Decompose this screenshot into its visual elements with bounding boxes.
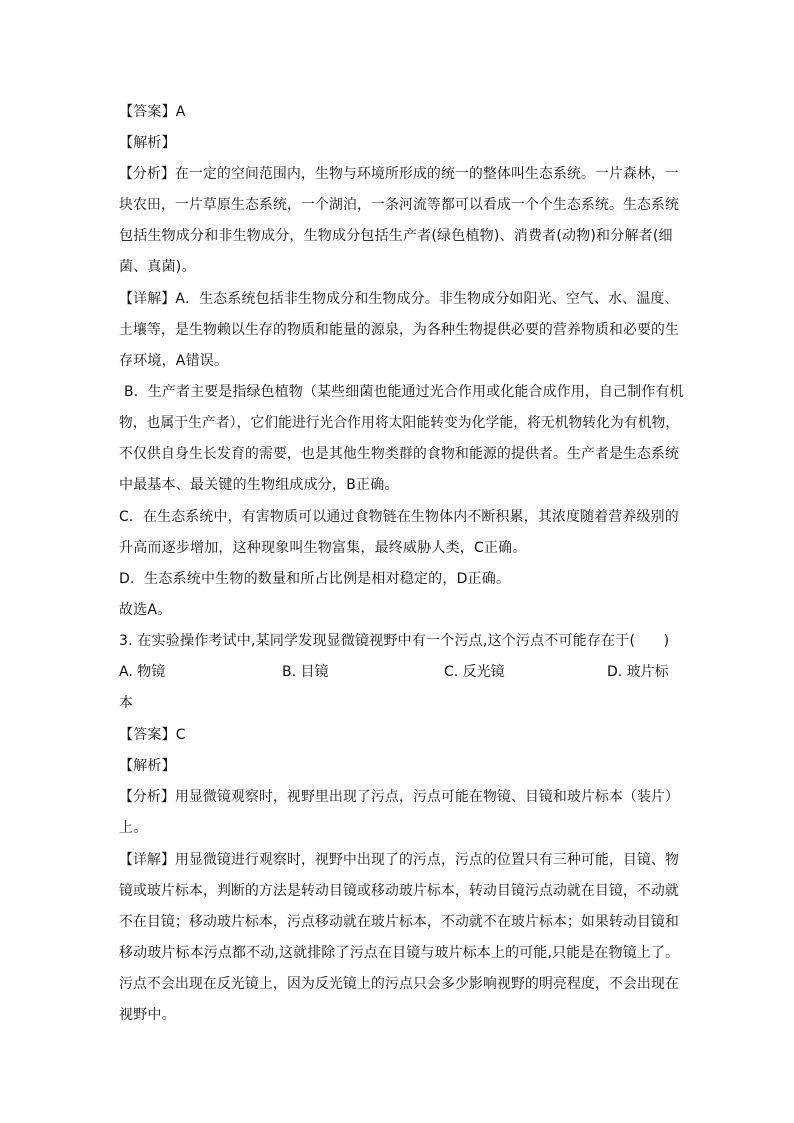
q2-fenxi-line: 包括生物成分和非生物成分，生物成分包括生产者(绿色植物)、消费者(动物)和分解者(细 xyxy=(119,228,673,244)
q3-stem: 3. 在实验操作考试中,某同学发现显微镜视野中有一个污点,这个污点不可能存在于( ) xyxy=(119,633,670,649)
q2-xiangjie-b-line: 不仅供自身生长发育的需要，也是其他生物类群的食物和能源的提供者。生产者是生态系统 xyxy=(119,446,680,462)
q3-xiangjie-line: 视野中。 xyxy=(119,1007,176,1023)
q2-conclusion: 故选A。 xyxy=(119,602,172,618)
q2-fenxi-line: 【分析】在一定的空间范围内，生物与环境所形成的统一的整体叫生态系统。一片森林，一 xyxy=(119,166,680,182)
q2-fenxi-line: 菌、真菌)。 xyxy=(119,259,196,275)
q2-xiangjie-c-line: 升高而逐步增加，这种现象叫生物富集，最终威胁人类，C正确。 xyxy=(119,540,527,556)
q3-option-a: A. 物镜 xyxy=(119,664,166,680)
q2-analysis-heading: 【解析】 xyxy=(119,135,176,151)
q3-xiangjie-line: 移动玻片标本污点都不动,这就排除了污点在目镜与玻片标本上的可能,只能是在物镜上了。 xyxy=(119,945,680,961)
q3-xiangjie-line: 镜或玻片标本，判断的方法是转动目镜或移动玻片标本，转动目镜污点动就在目镜，不动就 xyxy=(119,883,680,899)
q3-answer: 【答案】C xyxy=(119,727,186,743)
q2-answer: 【答案】A xyxy=(119,104,186,120)
q3-fenxi-line: 上。 xyxy=(119,820,148,836)
q3-option-b: B. 目镜 xyxy=(282,664,329,680)
q2-xiangjie-a-line: 存环境，A错误。 xyxy=(119,353,229,369)
q3-option-d-continued: 本 xyxy=(119,695,134,711)
q3-option-d: D. 玻片标 xyxy=(607,664,669,680)
q3-option-c: C. 反光镜 xyxy=(444,664,505,680)
q2-xiangjie-a-line: 【详解】A．生态系统包括非生物成分和生物成分。非生物成分如阳光、空气、水、温度、 xyxy=(119,291,679,307)
q2-xiangjie-d-line: D．生态系统中生物的数量和所占比例是相对稳定的，D正确。 xyxy=(119,571,511,587)
q3-analysis-heading: 【解析】 xyxy=(119,758,176,774)
q3-fenxi-line: 【分析】用显微镜观察时，视野里出现了污点，污点可能在物镜、目镜和玻片标本（装片） xyxy=(119,789,680,805)
q2-xiangjie-c-line: C．在生态系统中，有害物质可以通过食物链在生物体内不断积累，其浓度随着营养级别的 xyxy=(119,509,679,525)
q2-xiangjie-a-line: 土壤等，是生物赖以生存的物质和能量的源泉，为各种生物提供必要的营养物质和必要的生 xyxy=(119,322,680,338)
q2-xiangjie-b-line: B．生产者主要是指绿色植物（某些细菌也能通过光合作用或化能合成作用，自己制作有机 xyxy=(124,384,684,400)
q3-xiangjie-line: 不在目镜；移动玻片标本，污点移动就在玻片标本，不动就不在玻片标本；如果转动目镜和 xyxy=(119,914,680,930)
q2-xiangjie-b-line: 中最基本、最关键的生物组成成分，B正确。 xyxy=(119,477,399,493)
q3-xiangjie-line: 【详解】用显微镜进行观察时，视野中出现了的污点，污点的位置只有三种可能，目镜、物 xyxy=(119,852,680,868)
q3-xiangjie-line: 污点不会出现在反光镜上，因为反光镜上的污点只会多少影响视野的明亮程度，不会出现在 xyxy=(119,976,680,992)
q2-xiangjie-b-line: 物，也属于生产者），它们能进行光合作用将太阳能转变为化学能，将无机物转化为有机物， xyxy=(119,415,680,431)
q2-fenxi-line: 块农田，一片草原生态系统，一个湖泊，一条河流等都可以看成一个个生态系统。生态系统 xyxy=(119,197,680,213)
